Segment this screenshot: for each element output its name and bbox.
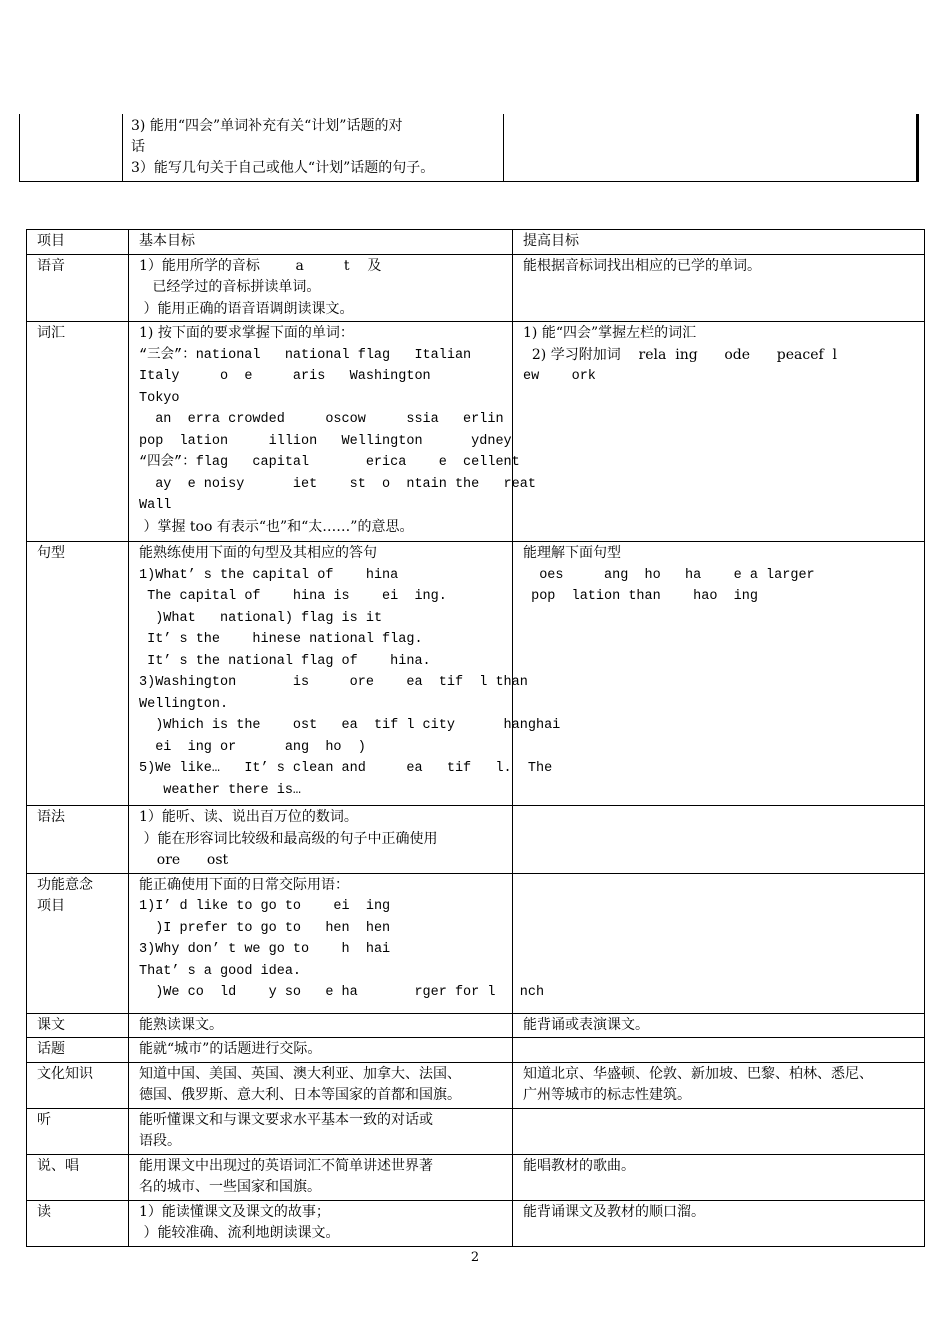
cell-line: ）掌握 too 有表示“也”和“太……”的意思。 (139, 518, 414, 535)
top-fragment-table (19, 114, 919, 182)
cell-line: It’ s the national flag of hina. (139, 653, 431, 669)
cell-line: 能背诵课文及教材的顺口溜。 (523, 1203, 705, 1220)
cell-line: 3)Why don’ t we go to h hai (139, 942, 391, 957)
cell-line: ）能用正确的语音语调朗读课文。 (139, 300, 354, 317)
cell-line: 能熟练使用下面的句型及其相应的答句 (139, 545, 377, 561)
cell-line: 文化知识 (37, 1065, 93, 1082)
category-cell (27, 322, 129, 542)
table-header-row (27, 230, 925, 255)
cell-line: 知道中国、美国、英国、澳大利亚、加拿大、法国、 (139, 1065, 461, 1082)
cell-line: 功能意念 (37, 876, 93, 893)
cell-line: 能正确使用下面的日常交际用语： (139, 876, 349, 893)
advanced-goal-cell (513, 873, 925, 1013)
cell-line: 能理解下面句型 (523, 545, 621, 561)
advanced-goal-cell (513, 1154, 925, 1200)
cell-line: Italy o e aris Washington (139, 369, 431, 384)
category-cell (27, 806, 129, 874)
basic-goal-cell (129, 873, 545, 1013)
cell-line: 读 (37, 1203, 51, 1220)
category-cell (27, 1200, 129, 1246)
basic-goal-cell (129, 322, 536, 542)
cell-line: 词汇 (37, 325, 65, 341)
table-row (27, 1200, 925, 1246)
table-row (27, 1154, 925, 1200)
cell-line: 能用课文中出现过的英语词汇不简单讲述世界著 (139, 1157, 433, 1174)
cell-line: 1) 能“四会”掌握左栏的词汇 (523, 325, 697, 341)
cell-line: 说、唱 (37, 1157, 79, 1174)
cell-line: ay e noisy iet st o ntain the reat (139, 476, 536, 492)
cell-line: Tokyo (139, 390, 180, 406)
cell-line: 3)Washington is ore ea tif l than (139, 675, 528, 690)
cell-line: “三会”：national national flag Italian (139, 347, 472, 363)
advanced-goal-cell (513, 806, 925, 874)
cell-line: an erra crowded oscow ssia erlin (139, 412, 504, 427)
basic-goal-cell (129, 254, 513, 322)
cell-line: 听 (37, 1111, 51, 1128)
cell-line: oes ang ho ha e a larger (523, 567, 815, 583)
cell-line: 1）能听、读、说出百万位的数词。 (139, 809, 358, 825)
cell-line: That’ s a good idea. (139, 963, 302, 979)
cell-line: 1）能用所学的音标 a t 及 (139, 257, 382, 274)
cell-line: 能就“城市”的话题进行交际。 (139, 1041, 322, 1057)
top-fragment-line: 话 (131, 139, 145, 155)
table-row (27, 322, 925, 542)
cell-line: ei ing or ang ho ) (139, 739, 366, 755)
cell-line: 项目 (37, 898, 65, 914)
cell-line: 语段。 (139, 1133, 181, 1149)
table-row (27, 254, 925, 322)
advanced-goal-cell (513, 254, 925, 322)
table-body (27, 254, 925, 1246)
cell-line: 德国、俄罗斯、意大利、日本等国家的首都和国旗。 (139, 1087, 461, 1103)
header-basic-goals: 基本目标 (129, 230, 513, 255)
cell-line: 1）能读懂课文及课文的故事； (139, 1203, 330, 1220)
cell-line: 语法 (37, 809, 65, 825)
cell-line: 语音 (37, 257, 65, 274)
cell-line: )Which is the ost ea tif l city hanghai (139, 718, 561, 733)
advanced-goal-cell (513, 1038, 925, 1063)
cell-line: 能背诵或表演课文。 (523, 1016, 649, 1033)
cell-line: 1)What’ s the capital of hina (139, 567, 399, 583)
cell-line: 5)We like… It’ s clean and ea tif l. The (139, 761, 553, 776)
basic-goal-cell (129, 806, 513, 874)
cell-line: )I prefer to go to hen hen (139, 920, 391, 936)
cell-line: ）能在形容词比较级和最高级的句子中正确使用 (139, 830, 438, 847)
category-cell (27, 1154, 129, 1200)
cell-line: 句型 (37, 545, 65, 561)
cell-line: 能根据音标词找出相应的已学的单词。 (523, 257, 761, 274)
top-fragment-line: 3) 能用“四会”单词补充有关“计划”话题的对 (131, 118, 403, 134)
category-cell (27, 873, 129, 1013)
cell-line: 话题 (37, 1041, 65, 1057)
category-cell (27, 1108, 129, 1154)
basic-goal-cell (129, 1108, 513, 1154)
cell-line: 能听懂课文和与课文要求水平基本一致的对话或 (139, 1111, 433, 1128)
advanced-goal-cell (513, 1200, 925, 1246)
advanced-goal-cell (513, 542, 925, 806)
top-fragment-row (20, 114, 918, 182)
advanced-goal-cell (513, 1108, 925, 1154)
basic-goal-cell (129, 1154, 513, 1200)
table-row (27, 806, 925, 874)
table-row (27, 873, 925, 1013)
cell-line: 课文 (37, 1016, 65, 1033)
cell-line: ew ork (523, 369, 596, 384)
category-cell (27, 542, 129, 806)
category-cell (27, 1038, 129, 1063)
cell-line: Wellington. (139, 696, 229, 712)
cell-line: Wall (139, 498, 172, 513)
cell-line: )We co ld y so e ha rger for l nch (139, 985, 545, 1000)
basic-goal-cell (129, 1013, 513, 1038)
cell-line: 广州等城市的标志性建筑。 (523, 1087, 691, 1103)
cell-line: 2) 学习附加词 rela ing ode peacef l (523, 346, 838, 363)
cell-line: The capital of hina is ei ing. (139, 589, 447, 604)
table-row (27, 1013, 925, 1038)
cell-line: pop lation illion Wellington ydney (139, 433, 512, 449)
basic-goal-cell (129, 1200, 513, 1246)
cell-line: ）能较准确、流利地朗读课文。 (139, 1225, 340, 1241)
table-row (27, 1108, 925, 1154)
basic-goal-cell (129, 1038, 513, 1063)
advanced-goal-cell (513, 322, 925, 542)
cell-line: 名的城市、一些国家和国旗。 (139, 1179, 321, 1195)
goals-table (26, 229, 925, 1247)
cell-line: weather there is… (139, 782, 302, 798)
cell-line: 已经学过的音标拼读单词。 (139, 279, 321, 295)
category-cell (27, 1013, 129, 1038)
cell-line: ore ost (139, 852, 229, 868)
cell-line: 1) 按下面的要求掌握下面的单词： (139, 325, 354, 341)
cell-line: )What national) flag is it (139, 610, 383, 626)
top-fragment-advanced-cell (504, 114, 918, 182)
table-row (27, 542, 925, 806)
top-fragment-line: 3）能写几句关于自己或他人“计划”话题的句子。 (131, 160, 435, 176)
category-cell (27, 254, 129, 322)
cell-line: pop lation than hao ing (523, 589, 758, 604)
cell-line: 能熟读课文。 (139, 1016, 223, 1033)
page-number: 2 (470, 1250, 480, 1265)
top-fragment-content-cell (123, 114, 504, 182)
advanced-goal-cell (513, 1013, 925, 1038)
table-row (27, 1062, 925, 1108)
basic-goal-cell (129, 1062, 513, 1108)
cell-line: 知道北京、华盛顿、伦敦、新加坡、巴黎、柏林、悉尼、 (523, 1065, 873, 1082)
basic-goal-cell (129, 542, 561, 806)
category-cell (27, 1062, 129, 1108)
cell-line: It’ s the hinese national flag. (139, 632, 423, 647)
table-row (27, 1038, 925, 1063)
cell-line: “四会”：flag capital erica e cellent (139, 455, 520, 470)
cell-line: 1)I’ d like to go to ei ing (139, 899, 391, 914)
header-category: 项目 (27, 230, 129, 255)
top-fragment-category-cell (20, 114, 123, 182)
cell-line: 能唱教材的歌曲。 (523, 1157, 635, 1174)
advanced-goal-cell (513, 1062, 925, 1108)
header-advanced-goals: 提高目标 (513, 230, 925, 255)
